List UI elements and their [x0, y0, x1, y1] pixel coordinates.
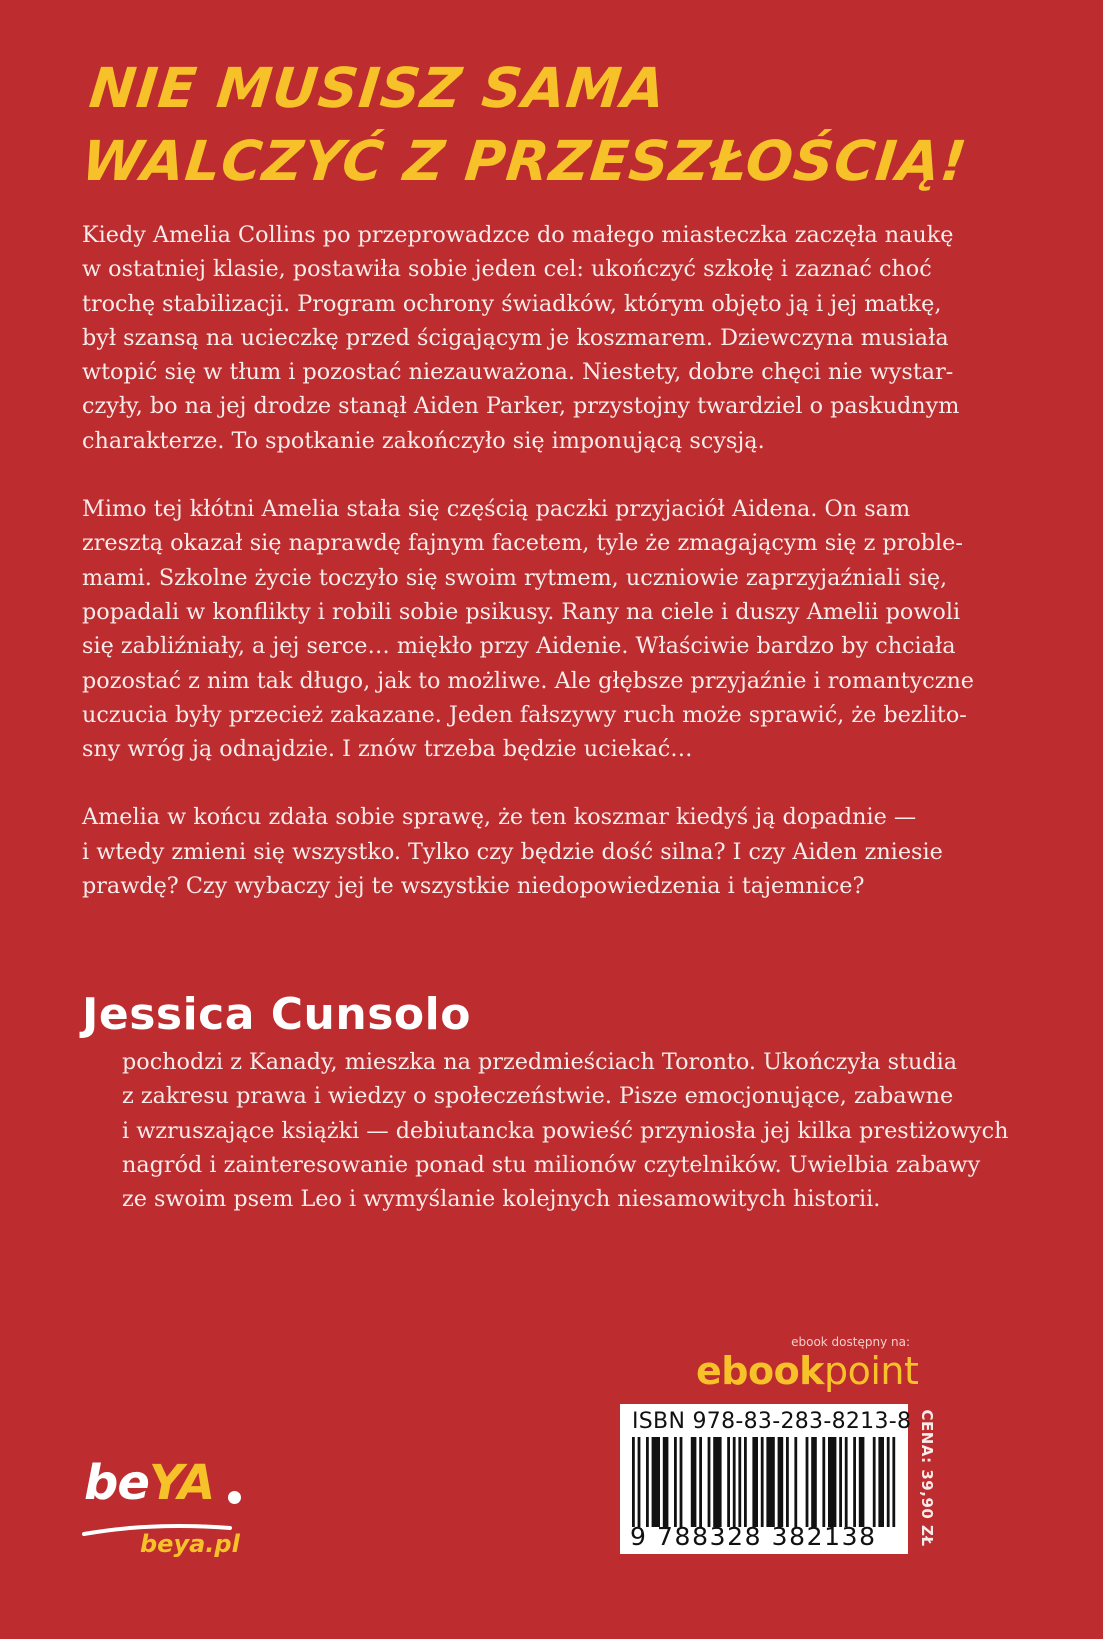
barcode-bars — [632, 1437, 898, 1527]
barcode-bar — [752, 1437, 758, 1527]
barcode-bar — [680, 1437, 683, 1527]
barcode-bar — [766, 1437, 774, 1527]
blurb-paragraph-1 — [82, 218, 1042, 458]
blurb-line: uczucia były przecież zakazane. Jeden fałszywy ruch może sprawić, że bezlito- — [82, 701, 967, 728]
blurb-line: charakterze. To spotkanie zakończyło się imponującą scysją. — [82, 427, 765, 454]
barcode-bar — [786, 1437, 789, 1527]
barcode-bar — [853, 1437, 856, 1527]
price-text: CENA: 39,90 ZŁ — [918, 1409, 936, 1547]
barcode-bar — [652, 1437, 660, 1527]
blurb-line: wtopić się w tłum i pozostać niezauważona. Niestety, dobre chęci nie wystar- — [82, 359, 954, 386]
barcode-bar — [691, 1437, 697, 1527]
author-name: Jessica Cunsolo — [82, 989, 471, 1040]
barcode-bar — [839, 1437, 842, 1527]
blurb-line: w ostatniej klasie, postawiła sobie jeden cel: ukończyć szkołę i zaznać choć — [82, 256, 932, 283]
barcode-bar — [778, 1437, 784, 1527]
isbn-number: ISBN 978-83-283-8213-8 — [632, 1409, 912, 1434]
barcode-bar — [859, 1437, 865, 1527]
bio-line: pochodzi z Kanady, mieszka na przedmieściach Toronto. Ukończyła studia — [122, 1049, 958, 1075]
blurb-line: był szansą na ucieczkę przed ścigającym je koszmarem. Dziewczyna musiała — [82, 324, 949, 351]
blurb-paragraph-3 — [82, 800, 1042, 903]
ebookpoint-logo-light: point — [823, 1349, 919, 1393]
price-label — [915, 1408, 939, 1548]
barcode-bar — [822, 1437, 825, 1527]
headline-line-1: NIE MUSISZ SAMA — [86, 56, 670, 120]
blurb-line: sny wróg ją odnajdzie. I znów trzeba będzie uciekać… — [82, 736, 693, 763]
bio-line: ze swoim psem Leo i wymyślanie kolejnych niesamowitych historii. — [122, 1186, 881, 1213]
blurb-line: zresztą okazał się naprawdę fajnym facetem, tyle że zmagającym się z proble- — [82, 530, 963, 557]
blurb-line: prawdę? Czy wybaczy jej te wszystkie niedopowiedzenia i tajemnice? — [82, 873, 865, 900]
headline — [78, 52, 1053, 198]
barcode-bar — [663, 1437, 669, 1527]
barcode-bar — [811, 1437, 817, 1527]
barcode-digits: 9 788328 382138 — [630, 1522, 877, 1551]
isbn-barcode — [620, 1404, 912, 1554]
barcode-bar — [828, 1437, 836, 1527]
ebookpoint-logo-bold: ebook — [696, 1349, 824, 1393]
barcode-bar — [733, 1437, 736, 1527]
author-bio — [122, 1045, 1042, 1216]
barcode-bar — [713, 1437, 721, 1527]
barcode-bar — [632, 1437, 635, 1527]
blurb-line: Kiedy Amelia Collins po przeprowadzce do małego miasteczka zaczęła naukę — [82, 222, 954, 248]
bio-line: nagród i zainteresowanie ponad stu milionów czytelników. Uwielbia zabawy — [122, 1151, 981, 1178]
barcode-bar — [761, 1437, 764, 1527]
barcode-bar — [878, 1437, 884, 1527]
barcode-bar — [892, 1437, 895, 1527]
ebookpoint-logo — [696, 1349, 918, 1393]
blurb-line: czyły, bo na jej drodze stanął Aiden Parker, przystojny twardziel o paskudnym — [82, 393, 960, 420]
barcode-bar — [845, 1437, 848, 1527]
beya-logo-dot — [228, 1491, 241, 1504]
headline-line-2: WALCZYĆ Z PRZESZŁOŚCIĄ! — [78, 129, 971, 193]
barcode-bar — [708, 1437, 711, 1527]
ebook-availability-note: ebook dostępny na: — [791, 1335, 910, 1349]
blurb-line: Amelia w końcu zdała sobie sprawę, że ten koszmar kiedyś ją dopadnie — — [82, 804, 917, 831]
barcode-bar — [674, 1437, 677, 1527]
blurb-paragraph-2 — [82, 492, 1042, 766]
blurb-line: popadali w konflikty i robili sobie psikusy. Rany na ciele i duszy Amelii powoli — [82, 598, 961, 625]
blurb-line: mami. Szkolne życie toczyło się swoim rytmem, uczniowie zaprzyjaźniali się, — [82, 564, 948, 591]
barcode-bar — [738, 1437, 741, 1527]
barcode-bar — [744, 1437, 747, 1527]
barcode-bar — [806, 1437, 809, 1527]
barcode-bar — [699, 1437, 702, 1527]
bio-line: z zakresu prawa i wiedzy o społeczeństwie. Pisze emocjonujące, zabawne — [122, 1083, 954, 1110]
beya-logo-be: be — [84, 1455, 149, 1511]
barcode-bar — [646, 1437, 649, 1527]
beya-logo-ya: YA — [148, 1455, 215, 1511]
book-blurb — [82, 218, 1042, 903]
barcode-bar — [873, 1437, 876, 1527]
blurb-line: trochę stabilizacji. Program ochrony świadków, którym objęto ją i jej matkę, — [82, 290, 942, 317]
blurb-line: pozostać z nim tak długo, jak to możliwe. Ale głębsze przyjaźnie i romantyczne — [82, 667, 974, 694]
blurb-line: Mimo tej kłótni Amelia stała się częścią paczki przyjaciół Aidena. On sam — [82, 496, 911, 523]
barcode-bar — [727, 1437, 730, 1527]
bio-line: i wzruszające książki — debiutancka powieść przyniosła jej kilka prestiżowych — [122, 1117, 1009, 1144]
publisher-url: beya.pl — [140, 1530, 240, 1558]
barcode-bar — [887, 1437, 890, 1527]
barcode-bar — [794, 1437, 797, 1527]
beya-logo — [84, 1455, 214, 1511]
blurb-line: i wtedy zmieni się wszystko. Tylko czy będzie dość silna? I czy Aiden zniesie — [82, 838, 943, 865]
barcode-bar — [638, 1437, 641, 1527]
blurb-line: się zabliźniały, a jej serce… miękło przy Aidenie. Właściwie bardzo by chciała — [82, 633, 956, 660]
